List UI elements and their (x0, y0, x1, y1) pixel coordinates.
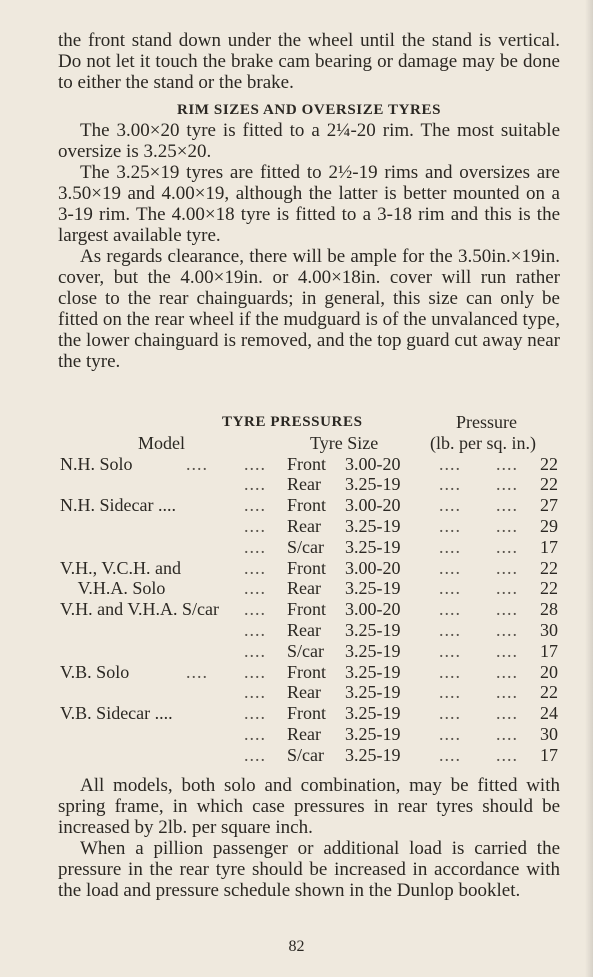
tyre-size-column-header: Tyre Size (310, 432, 379, 453)
tyre-size-cell: 3.25-19 (345, 474, 401, 495)
table-row (58, 641, 560, 662)
leader-dots: .... (244, 536, 266, 557)
pressure-cell: 22 (540, 474, 558, 495)
model-cell: V.H., V.C.H. and (60, 557, 182, 578)
leader-dots: .... (496, 640, 518, 661)
table-row (58, 578, 560, 599)
tyre-size-cell: 3.25-19 (345, 661, 401, 682)
tyre-size-cell: 3.00-20 (345, 453, 401, 474)
pressure-cell: 28 (540, 599, 558, 620)
table-row (58, 682, 560, 703)
leader-dots: .... (244, 744, 266, 765)
position-cell: Front (287, 703, 327, 724)
leader-dots: .... (439, 474, 461, 495)
leader-dots: .... (496, 515, 518, 536)
tyre-size-cell: 3.25-19 (345, 619, 401, 640)
leader-dots: .... (244, 661, 266, 682)
tyre-size-cell: 3.25-19 (345, 744, 401, 765)
leader-dots: .... (244, 599, 266, 620)
paragraph-stand: the front stand down under the wheel until the stand is vertical. Do not let it touch the brake cam bearing or damage may be done to either the stand or the brake. (58, 30, 560, 93)
paragraph-rim-325x19: The 3.25×19 tyres are fitted to 2½-19 rims and oversizes are 3.50×19 and 4.00×19, although the latter is better mounted on a 3-19 rim. The 4.00×18 tyre is fitted to a 3-18 rim and this is the largest available tyre. (58, 162, 560, 246)
leader-dots: .... (439, 661, 461, 682)
position-cell: Rear (287, 474, 321, 495)
leader-dots: .... (439, 599, 461, 620)
paragraph-rim-300x20: The 3.00×20 tyre is fitted to a 2¼-20 rim. The most suitable oversize is 3.25×20. (58, 120, 560, 162)
leader-dots: .... (439, 682, 461, 703)
leader-dots: .... (244, 619, 266, 640)
pressure-cell: 22 (540, 453, 558, 474)
leader-dots: .... (496, 682, 518, 703)
tyre-size-cell: 3.25-19 (345, 703, 401, 724)
leader-dots: .... (439, 515, 461, 536)
table-row (58, 745, 560, 766)
leader-dots: .... (186, 661, 208, 682)
leader-dots: .... (496, 744, 518, 765)
page-number: 82 (288, 938, 305, 955)
leader-dots: .... (496, 495, 518, 516)
position-cell: Front (287, 557, 327, 578)
leader-dots: .... (439, 557, 461, 578)
leader-dots: .... (496, 723, 518, 744)
model-cell: V.H.A. Solo (60, 578, 166, 599)
position-cell: Front (287, 661, 327, 682)
pressure-header: Pressure (456, 412, 517, 432)
leader-dots: .... (244, 703, 266, 724)
leader-dots: .... (244, 723, 266, 744)
unit-column-header: (lb. per sq. in.) (430, 432, 536, 453)
leader-dots: .... (244, 578, 266, 599)
position-cell: Rear (287, 515, 321, 536)
position-cell: Rear (287, 682, 321, 703)
pressure-cell: 17 (540, 640, 558, 661)
table-row (58, 558, 560, 579)
position-cell: Front (287, 599, 327, 620)
leader-dots: .... (439, 619, 461, 640)
table-row (58, 516, 560, 537)
leader-dots: .... (496, 578, 518, 599)
lower-text-block (58, 775, 560, 901)
leader-dots: .... (496, 703, 518, 724)
model-cell: V.B. Solo (60, 661, 130, 682)
table-row (58, 620, 560, 641)
pressure-cell: 17 (540, 536, 558, 557)
leader-dots: .... (496, 453, 518, 474)
pressure-cell: 22 (540, 578, 558, 599)
position-cell: Front (287, 453, 327, 474)
position-cell: S/car (287, 640, 324, 661)
model-cell: N.H. Sidecar .... (60, 495, 176, 516)
tyre-size-cell: 3.00-20 (345, 599, 401, 620)
leader-dots: .... (439, 495, 461, 516)
tyre-size-cell: 3.25-19 (345, 682, 401, 703)
model-column-header: Model (138, 432, 185, 453)
leader-dots: .... (439, 536, 461, 557)
leader-dots: .... (244, 453, 266, 474)
tyre-size-cell: 3.25-19 (345, 536, 401, 557)
tyre-size-cell: 3.25-19 (345, 515, 401, 536)
table-row (58, 724, 560, 745)
pressure-cell: 17 (540, 744, 558, 765)
model-cell: V.H. and V.H.A. S/car (60, 599, 220, 620)
leader-dots: .... (244, 557, 266, 578)
leader-dots: .... (244, 640, 266, 661)
table-row (58, 495, 560, 516)
table-row (58, 599, 560, 620)
section-heading-rim-sizes: RIM SIZES AND OVERSIZE TYRES (176, 102, 442, 118)
leader-dots: .... (244, 474, 266, 495)
position-cell: Front (287, 495, 327, 516)
table-row (58, 662, 560, 683)
upper-text-block (58, 30, 560, 372)
leader-dots: .... (439, 723, 461, 744)
tyre-size-cell: 3.00-20 (345, 557, 401, 578)
leader-dots: .... (186, 453, 208, 474)
tyre-pressures-table (58, 412, 560, 766)
table-title: TYRE PRESSURES (222, 414, 363, 430)
pressure-cell: 22 (540, 682, 558, 703)
pressure-cell: 30 (540, 723, 558, 744)
table-body (58, 454, 560, 766)
pressure-cell: 20 (540, 661, 558, 682)
table-row (58, 703, 560, 724)
position-cell: S/car (287, 744, 324, 765)
leader-dots: .... (439, 744, 461, 765)
leader-dots: .... (439, 703, 461, 724)
leader-dots: .... (439, 640, 461, 661)
leader-dots: .... (496, 474, 518, 495)
paragraph-spring-frame: All models, both solo and combination, may be fitted with spring frame, in which case pressures in rear tyres should be increased by 2lb. per square inch. (58, 775, 560, 838)
pressure-cell: 30 (540, 619, 558, 640)
paragraph-clearance: As regards clearance, there will be ample for the 3.50in.×19in. cover, but the 4.00×19in. or 4.00×18in. cover will run rather close to the rear chainguards; in general, this size can only be fitted on the rear wheel if the mudguard is of the unvalanced type, the lower chainguard is removed, and the top guard cut away near the tyre. (58, 246, 560, 372)
position-cell: Rear (287, 578, 321, 599)
leader-dots: .... (496, 557, 518, 578)
tyre-size-cell: 3.25-19 (345, 578, 401, 599)
table-row (58, 474, 560, 495)
table-header-row (58, 433, 560, 454)
model-cell: N.H. Solo (60, 453, 133, 474)
leader-dots: .... (496, 619, 518, 640)
page-fold-shadow (585, 0, 593, 977)
model-cell: V.B. Sidecar .... (60, 703, 173, 724)
pressure-cell: 27 (540, 495, 558, 516)
leader-dots: .... (244, 495, 266, 516)
position-cell: S/car (287, 536, 324, 557)
leader-dots: .... (496, 661, 518, 682)
tyre-size-cell: 3.00-20 (345, 495, 401, 516)
paragraph-pillion: When a pillion passenger or additional load is carried the pressure in the rear tyre should be increased in accordance with the load and pressure schedule shown in the Dunlop booklet. (58, 838, 560, 901)
leader-dots: .... (439, 453, 461, 474)
position-cell: Rear (287, 723, 321, 744)
table-row (58, 537, 560, 558)
leader-dots: .... (439, 578, 461, 599)
tyre-size-cell: 3.25-19 (345, 723, 401, 744)
table-title-row (58, 412, 560, 433)
tyre-size-cell: 3.25-19 (345, 640, 401, 661)
table-row (58, 454, 560, 475)
leader-dots: .... (244, 682, 266, 703)
leader-dots: .... (244, 515, 266, 536)
pressure-cell: 29 (540, 515, 558, 536)
leader-dots: .... (496, 599, 518, 620)
pressure-cell: 22 (540, 557, 558, 578)
leader-dots: .... (496, 536, 518, 557)
position-cell: Rear (287, 619, 321, 640)
pressure-cell: 24 (540, 703, 558, 724)
